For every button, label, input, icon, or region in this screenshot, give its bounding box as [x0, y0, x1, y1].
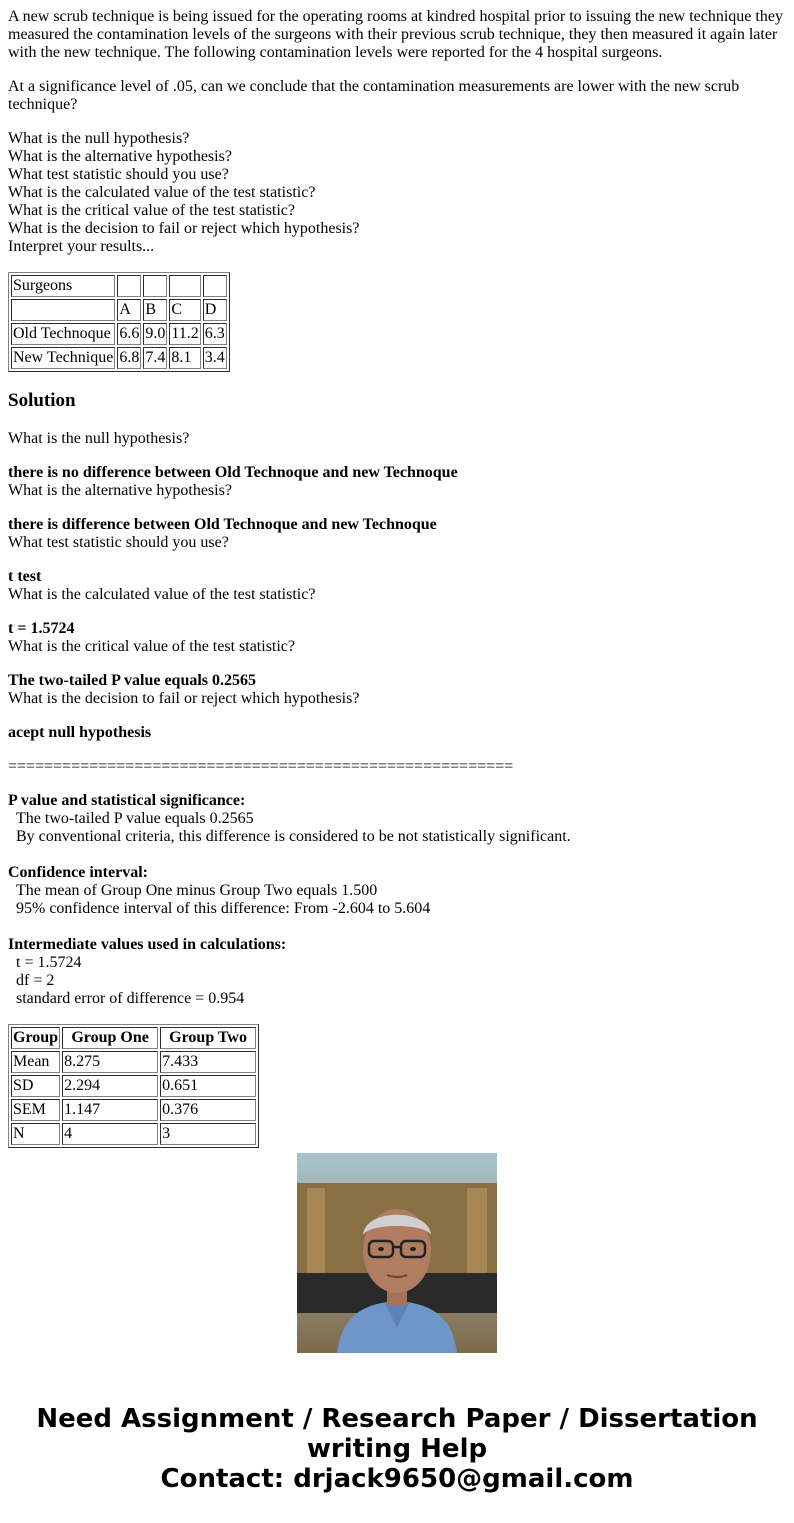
table-cell: 3.4 — [203, 347, 227, 369]
subquestion: What is the alternative hypothesis? — [8, 148, 232, 165]
solution-qa — [8, 430, 788, 742]
table-row — [11, 1075, 256, 1097]
table-cell: 6.8 — [117, 347, 141, 369]
table-cell: 9.0 — [143, 323, 167, 345]
solution-answer: there is difference between Old Technoque and new Technoque — [8, 516, 437, 533]
solution-answer: acept null hypothesis — [8, 724, 152, 741]
intermediate-line: standard error of difference = 0.954 — [16, 990, 245, 1007]
solution-question: What is the alternative hypothesis? — [8, 482, 232, 499]
problem-intro: A new scrub technique is being issued for the operating rooms at kindred hospital prior to issuing the new technique they measured the contamination levels of the surgeons with their previous scrub technique, they then measured it again later with the new technique. The following contamination levels were reported for the 4 hospital surgeons. — [8, 8, 783, 61]
pvalue-line: By conventional criteria, this difference is considered to be not statistically significant. — [16, 828, 571, 845]
table-row — [11, 1051, 256, 1073]
table-header: Group One — [62, 1027, 158, 1049]
portrait-image — [297, 1153, 497, 1353]
ci-section — [8, 864, 788, 936]
stats-table-clip — [8, 1024, 788, 1142]
table-cell: 3 — [160, 1123, 256, 1145]
table-cell — [143, 275, 167, 297]
solution-question: What is the null hypothesis? — [8, 430, 190, 447]
table-cell: B — [143, 299, 167, 321]
table-cell: 7.433 — [160, 1051, 256, 1073]
table-cell: 6.6 — [117, 323, 141, 345]
table-cell: 0.376 — [160, 1099, 256, 1121]
table-cell: 11.2 — [169, 323, 200, 345]
banner-contact: Contact: drjack9650@gmail.com — [160, 1464, 634, 1494]
table-cell — [203, 275, 227, 297]
table-cell: N — [11, 1123, 60, 1145]
ci-title: Confidence interval: — [8, 864, 148, 881]
separator-line: ======================================================== — [8, 758, 514, 775]
table-cell: New Technique — [11, 347, 115, 369]
solution-answer: The two-tailed P value equals 0.2565 — [8, 672, 257, 689]
intermediate-line: t = 1.5724 — [16, 954, 82, 971]
solution-question: What is the decision to fail or reject which hypothesis? — [8, 690, 360, 707]
banner-line: Need Assignment / Research Paper / Dissertation — [36, 1404, 758, 1434]
table-cell — [169, 275, 200, 297]
table-cell: SEM — [11, 1099, 60, 1121]
subquestion: Interpret your results... — [8, 238, 155, 255]
promo-banner — [0, 1404, 794, 1494]
ci-line: 95% confidence interval of this difference: From -2.604 to 5.604 — [16, 900, 431, 917]
subquestion: What is the decision to fail or reject which hypothesis? — [8, 220, 360, 237]
table-cell: A — [117, 299, 141, 321]
pvalue-line: The two-tailed P value equals 0.2565 — [16, 810, 254, 827]
ci-line: The mean of Group One minus Group Two equals 1.500 — [16, 882, 378, 899]
pvalue-section — [8, 792, 788, 864]
table-cell: 8.1 — [169, 347, 200, 369]
subquestion: What test statistic should you use? — [8, 166, 229, 183]
solution-answer: there is no difference between Old Technoque and new Technoque — [8, 464, 458, 481]
table-row — [11, 1123, 256, 1145]
table-row — [11, 275, 227, 297]
solution-question: What is the critical value of the test statistic? — [8, 638, 296, 655]
pvalue-title: P value and statistical significance: — [8, 792, 246, 809]
table-row — [11, 1099, 256, 1121]
subquestion-list — [8, 130, 788, 256]
table-header-row — [11, 1027, 256, 1049]
table-cell: 0.651 — [160, 1075, 256, 1097]
table-header: Group — [11, 1027, 60, 1049]
subquestion: What is the calculated value of the test statistic? — [8, 184, 316, 201]
table-cell: Old Technoque — [11, 323, 115, 345]
intermediate-title: Intermediate values used in calculations: — [8, 936, 287, 953]
problem-question: At a significance level of .05, can we conclude that the contamination measurements are lower with the new scrub technique? — [8, 78, 740, 113]
table-cell: C — [169, 299, 200, 321]
document-body — [8, 8, 788, 1142]
table-cell — [11, 299, 115, 321]
solution-answer: t test — [8, 568, 42, 585]
banner-line: writing Help — [306, 1434, 488, 1464]
table-cell: 1.147 — [62, 1099, 158, 1121]
table-cell: Surgeons — [11, 275, 115, 297]
table-cell: 6.3 — [203, 323, 227, 345]
intermediate-line: df = 2 — [16, 972, 55, 989]
table-row — [11, 299, 227, 321]
table-cell: 7.4 — [143, 347, 167, 369]
table-cell: 4 — [62, 1123, 158, 1145]
subquestion: What is the null hypothesis? — [8, 130, 190, 147]
intermediate-section — [8, 936, 788, 1008]
table-header: Group Two — [160, 1027, 256, 1049]
solution-question: What is the calculated value of the test statistic? — [8, 586, 316, 603]
table-cell: 2.294 — [62, 1075, 158, 1097]
table-cell — [117, 275, 141, 297]
solution-heading: Solution — [8, 390, 76, 411]
contamination-table — [8, 272, 230, 372]
table-cell: 8.275 — [62, 1051, 158, 1073]
solution-answer: t = 1.5724 — [8, 620, 75, 637]
solution-question: What test statistic should you use? — [8, 534, 229, 551]
table-row — [11, 347, 227, 369]
table-cell: SD — [11, 1075, 60, 1097]
author-photo — [297, 1153, 497, 1353]
table-cell: D — [203, 299, 227, 321]
table-row — [11, 323, 227, 345]
table-cell: Mean — [11, 1051, 60, 1073]
stats-table — [8, 1024, 259, 1148]
subquestion: What is the critical value of the test statistic? — [8, 202, 296, 219]
